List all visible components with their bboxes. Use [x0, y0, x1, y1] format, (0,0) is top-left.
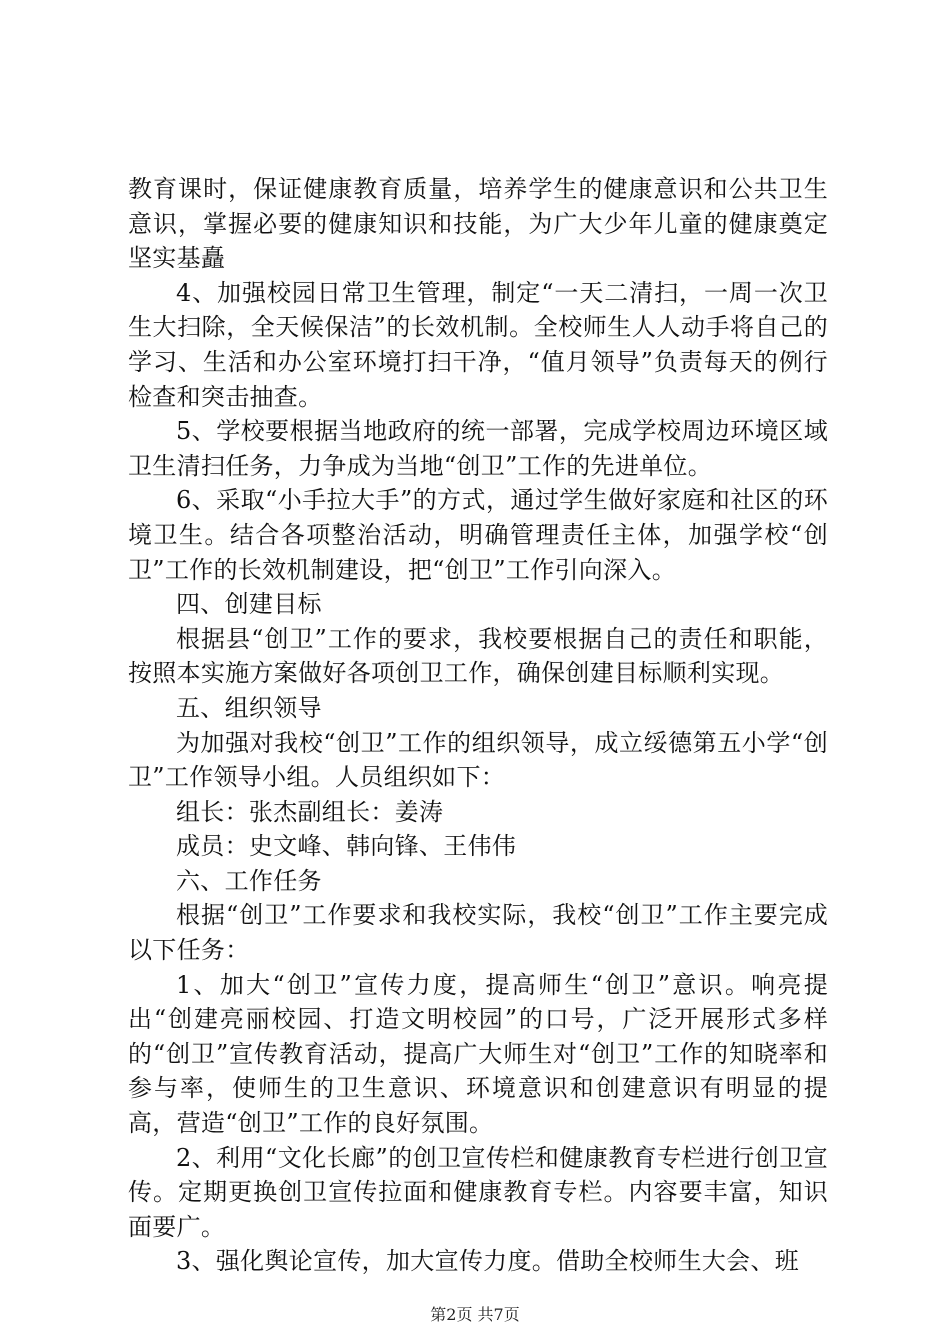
paragraph-task-2: 2、利用“文化长廊”的创卫宣传栏和健康教育专栏进行创卫宣传。定期更换创卫宣传拉面和健康教育专栏。内容要丰富，知识面要广。 [128, 1143, 828, 1241]
paragraph-members: 成员：史文峰、韩向锋、王伟伟 [176, 832, 517, 861]
paragraph-tasks-intro: 根据“创卫”工作要求和我校实际，我校“创卫”工作主要完成以下任务： [128, 901, 828, 965]
section-heading-leadership: 五、组织领导 [176, 693, 322, 722]
paragraph-goals: 根据县“创卫”工作的要求，我校要根据自己的责任和职能，按照本实施方案做好各项创卫工作，确保创建目标顺利实现。 [128, 624, 828, 688]
paragraph-item-5: 5、学校要根据当地政府的统一部署，完成学校周边环境区域卫生清扫任务，力争成为当地“创卫”工作的先进单位。 [128, 417, 828, 480]
section-heading-tasks: 六、工作任务 [176, 866, 322, 895]
paragraph-task-1: 1、加大“创卫”宣传力度，提高师生“创卫”意识。响亮提出“创建亮丽校园、打造文明校园”的口号，广泛开展形式多样的“创卫”宣传教育活动，提高广大师生对“创卫”工作的知晓率和参与率，使师生的卫生意识、环境意识和创建意识有明显的提高，营造“创卫”工作的良好氛围。 [128, 970, 828, 1138]
page-number-footer: 第2页 共7页 [430, 1305, 520, 1324]
paragraph-continuation: 教育课时，保证健康教育质量，培养学生的健康意识和公共卫生意识，掌握必要的健康知识和技能，为广大少年儿童的健康奠定坚实基矗 [128, 175, 828, 273]
paragraph-task-3: 3、强化舆论宣传，加大宣传力度。借助全校师生大会、班 [176, 1247, 800, 1276]
document-body [128, 172, 828, 1279]
paragraph-item-6: 6、采取“小手拉大手”的方式，通过学生做好家庭和社区的环境卫生。结合各项整治活动，明确管理责任主体，加强学校“创卫”工作的长效机制建设，把“创卫”工作引向深入。 [128, 486, 828, 584]
paragraph-item-4: 4、加强校园日常卫生管理，制定“一天二清扫，一周一次卫生大扫除，全天候保洁”的长效机制。全校师生人人动手将自己的学习、生活和办公室环境打扫干净，“值月领导”负责每天的例行检查和突击抽查。 [128, 278, 828, 411]
paragraph-leadership: 为加强对我校“创卫”工作的组织领导，成立绥德第五小学“创卫”工作领导小组。人员组织如下： [128, 728, 828, 792]
paragraph-leaders: 组长：张杰副组长：姜涛 [176, 797, 444, 826]
section-heading-goals: 四、创建目标 [176, 590, 322, 619]
